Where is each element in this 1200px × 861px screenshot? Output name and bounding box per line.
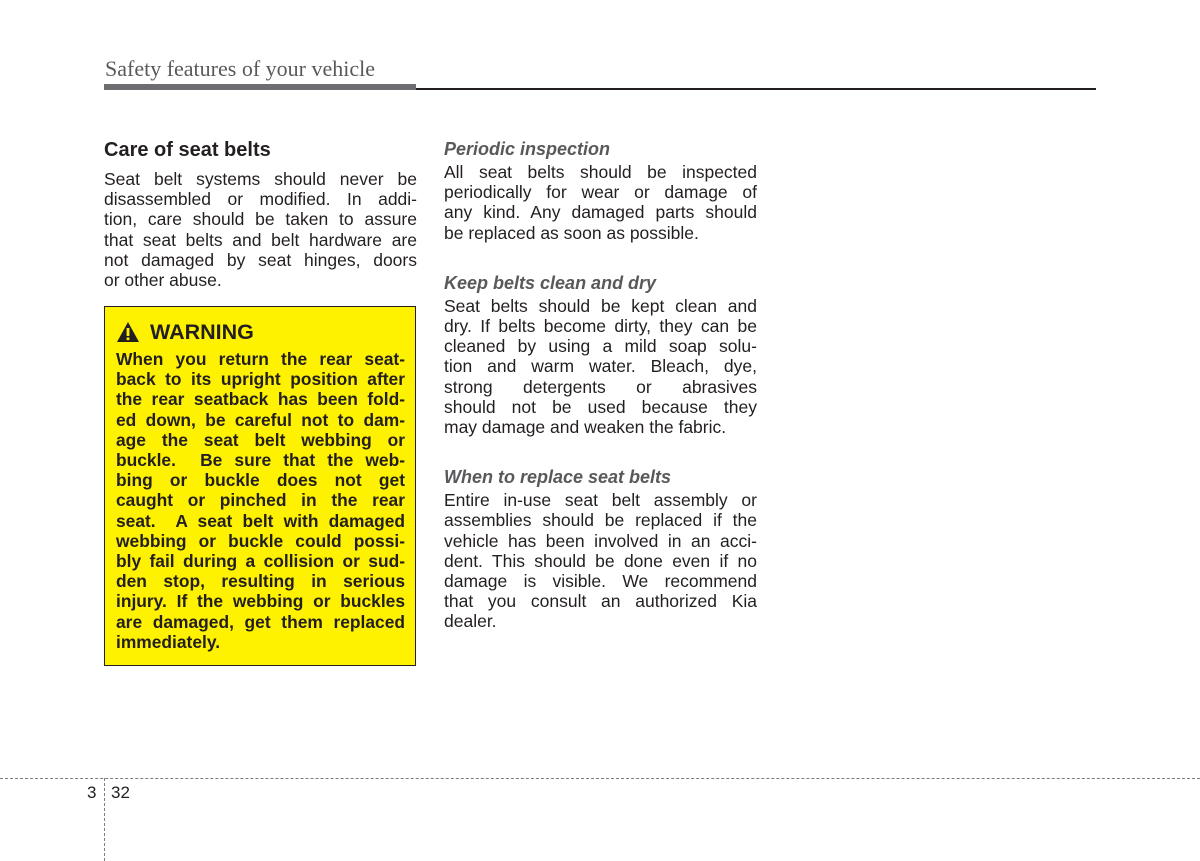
- text-line: webbing or buckle could possi-: [116, 530, 405, 551]
- care-section-title: Care of seat belts: [104, 139, 271, 161]
- text-line: or other abuse.: [104, 270, 222, 291]
- text-line: are damaged, get them replaced: [116, 611, 405, 632]
- text-line: All seat belts should be inspected: [444, 162, 757, 182]
- text-line: dent. This should be done even if no: [444, 550, 757, 571]
- replace-belts-title: When to replace seat belts: [444, 467, 672, 488]
- warning-header: [116, 317, 405, 347]
- text-line: strong detergents or abrasives: [444, 376, 757, 397]
- text-line: Seat belt systems should never be: [104, 169, 417, 189]
- text-line: bly fail during a collision or sud-: [116, 551, 405, 572]
- text-line: When you return the rear seat-: [116, 349, 405, 369]
- header-rule-thick: [104, 84, 416, 90]
- text-line: age the seat belt webbing or: [116, 429, 405, 450]
- warning-box: [104, 306, 416, 666]
- warning-label: WARNING: [150, 319, 254, 344]
- text-line: be replaced as soon as possible.: [444, 222, 699, 243]
- keep-clean-text: [444, 296, 757, 437]
- text-line: den stop, resulting in serious: [116, 571, 405, 592]
- text-line: periodically for wear or damage of: [444, 182, 757, 203]
- text-line: may damage and weaken the fabric.: [444, 417, 727, 438]
- text-line: injury. If the webbing or buckles: [116, 591, 405, 612]
- periodic-inspection-title: Periodic inspection: [444, 139, 611, 159]
- warning-triangle-icon: [116, 321, 140, 343]
- text-line: bing or buckle does not get: [116, 470, 405, 491]
- text-line: immediately.: [116, 631, 221, 652]
- text-line: Seat belts should be kept clean and: [444, 295, 757, 316]
- text-line: caught or pinched in the rear: [116, 490, 405, 511]
- text-line: any kind. Any damaged parts should: [444, 202, 757, 223]
- text-line: tion, care should be taken to assure: [104, 209, 417, 230]
- keep-clean-title: Keep belts clean and dry: [444, 272, 657, 293]
- footer-dashed-rule: [0, 778, 1200, 779]
- left-column: [104, 138, 417, 290]
- text-line: that seat belts and belt hardware are: [104, 229, 417, 250]
- replace-belts-text: [444, 490, 757, 631]
- warning-text: [116, 349, 405, 652]
- text-line: tion and warm water. Bleach, dye,: [444, 356, 757, 377]
- text-line: not damaged by seat hinges, doors: [104, 249, 417, 270]
- middle-column: [444, 138, 757, 632]
- text-line: should not be used because they: [444, 396, 757, 417]
- text-line: Entire in-use seat belt assembly or: [444, 490, 757, 511]
- text-line: cleaned by using a mild soap solu-: [444, 336, 757, 357]
- text-line: buckle. Be sure that the web-: [116, 450, 405, 471]
- text-line: dry. If belts become dirty, they can be: [444, 316, 757, 337]
- text-line: the rear seatback has been fold-: [116, 389, 405, 410]
- text-line: ed down, be careful not to dam-: [116, 409, 405, 430]
- header-rule-thin: [416, 88, 1096, 90]
- footer-dashed-divider: [104, 778, 105, 861]
- care-section-text: [104, 169, 417, 290]
- text-line: damage is visible. We recommend: [444, 571, 757, 592]
- text-line: back to its upright position after: [116, 369, 405, 390]
- text-line: disassembled or modified. In addi-: [104, 189, 417, 210]
- text-line: assemblies should be replaced if the: [444, 510, 757, 531]
- text-line: that you consult an authorized Kia: [444, 591, 757, 612]
- chapter-number: 3: [87, 783, 97, 802]
- text-line: vehicle has been involved in an acci-: [444, 530, 757, 551]
- periodic-inspection-text: [444, 162, 757, 243]
- text-line: dealer.: [444, 611, 497, 632]
- page-header-title: Safety features of your vehicle: [105, 56, 375, 81]
- text-line: seat. A seat belt with damaged: [116, 510, 405, 531]
- page-number: 32: [111, 783, 130, 802]
